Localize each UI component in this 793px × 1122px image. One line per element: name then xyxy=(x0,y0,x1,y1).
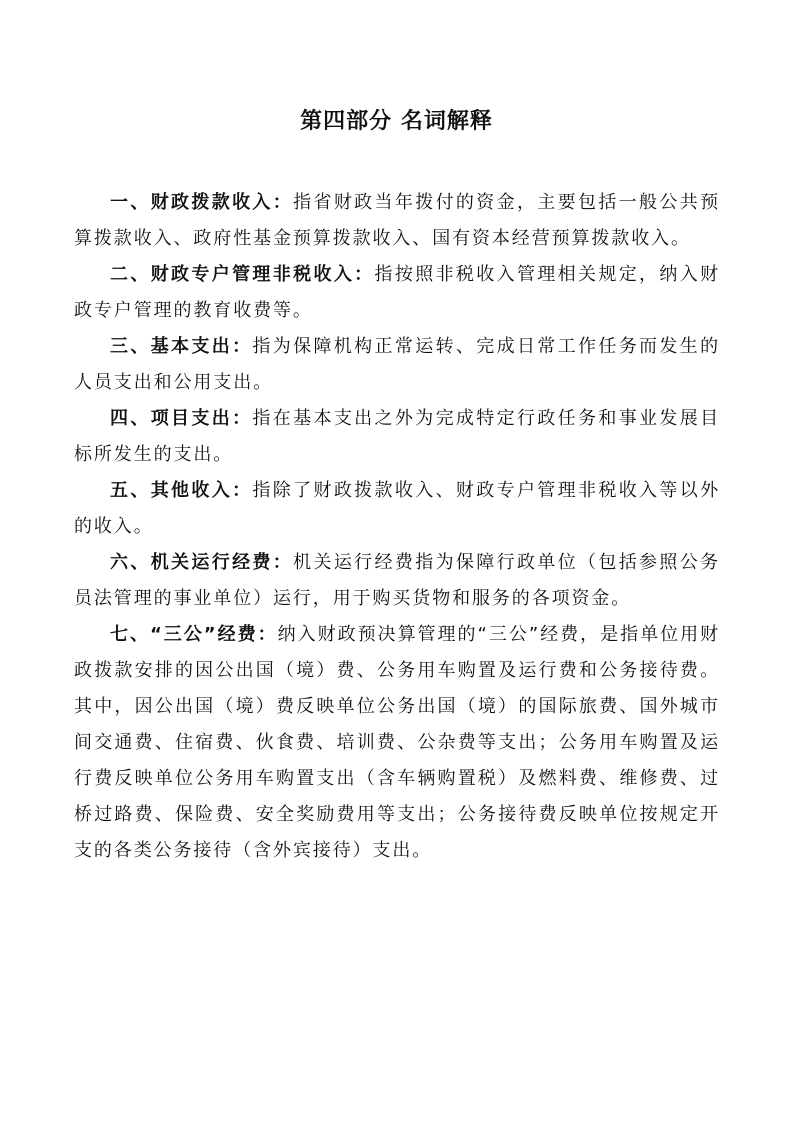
definition-paragraph-3 xyxy=(74,329,720,401)
definition-text: 指省财政当年拨付的资金，主要包括一般公共预算拨款收入、政府性基金预算拨款收入、国有资本经营预算拨款收入。 xyxy=(74,192,720,249)
definition-term: 五、其他收入： xyxy=(110,480,253,501)
definition-paragraph-7 xyxy=(74,617,720,869)
definition-term: 四、项目支出： xyxy=(110,408,253,429)
definition-paragraph-5 xyxy=(74,473,720,545)
definition-term: 一、财政拨款收入： xyxy=(110,192,294,213)
definition-paragraph-2 xyxy=(74,257,720,329)
definition-text: 纳入财政预决算管理的“三公”经费，是指单位用财政拨款安排的因公出国（境）费、公务用车购置及运行费和公务接待费。其中，因公出国（境）费反映单位公务出国（境）的国际旅费、国外城市间交通费、住宿费、伙食费、培训费、公杂费等支出；公务用车购置及运行费反映单位公务用车购置支出（含车辆购置税）及燃料费、维修费、过桥过路费、保险费、安全奖励费用等支出；公务接待费反映单位按规定开支的各类公务接待（含外宾接待）支出。 xyxy=(74,624,720,861)
definition-paragraph-1 xyxy=(74,185,720,257)
definition-text: 指除了财政拨款收入、财政专户管理非税收入等以外的收入。 xyxy=(74,480,720,537)
definition-text: 指按照非税收入管理相关规定，纳入财政专户管理的教育收费等。 xyxy=(74,264,720,321)
definition-term: 六、机关运行经费： xyxy=(110,552,294,573)
definition-text: 指在基本支出之外为完成特定行政任务和事业发展目标所发生的支出。 xyxy=(74,408,720,465)
definition-term: 三、基本支出： xyxy=(110,336,253,357)
definition-paragraph-6 xyxy=(74,545,720,617)
definition-text: 机关运行经费指为保障行政单位（包括参照公务员法管理的事业单位）运行，用于购买货物和服务的各项资金。 xyxy=(74,552,720,609)
definition-paragraph-4 xyxy=(74,401,720,473)
definition-term: 二、财政专户管理非税收入： xyxy=(110,264,375,285)
page-title: 第四部分 名词解释 xyxy=(300,109,493,134)
definition-term: 七、“三公”经费： xyxy=(110,624,278,645)
document-body xyxy=(74,185,720,869)
definition-text: 指为保障机构正常运转、完成日常工作任务而发生的人员支出和公用支出。 xyxy=(74,336,720,393)
